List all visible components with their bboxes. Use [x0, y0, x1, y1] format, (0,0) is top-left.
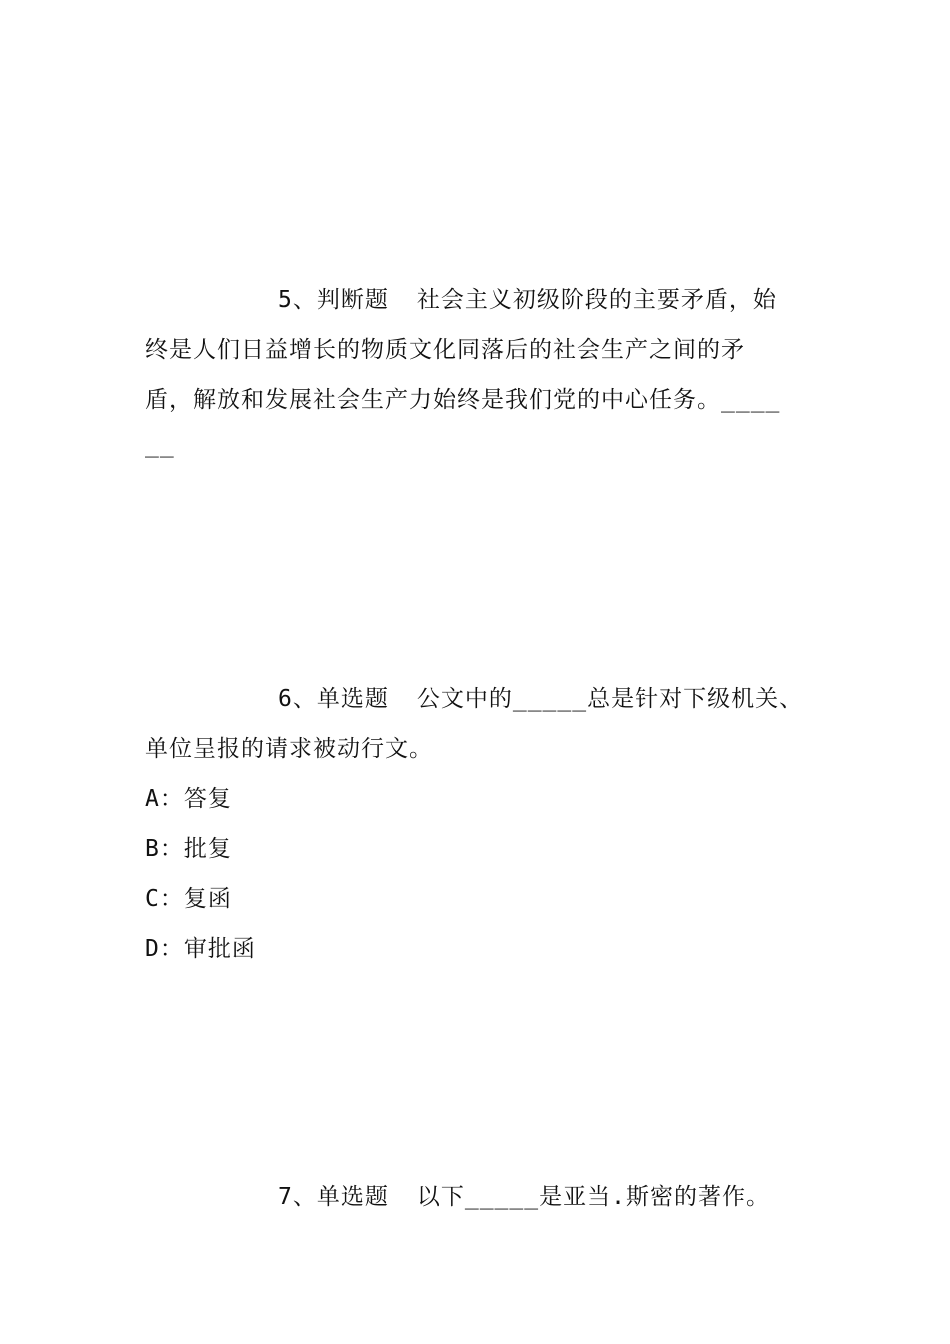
question-5-first-line: [145, 275, 810, 325]
question-7-first-line: [145, 1172, 810, 1222]
question-type: 单选题: [316, 1184, 389, 1210]
question-text: 公文中的_____总是针对下级机关、: [416, 686, 804, 712]
question-7: [145, 1172, 810, 1222]
question-6: [145, 674, 810, 974]
question-number: 6、: [278, 686, 317, 712]
question-text: 以下_____是亚当.斯密的著作。: [416, 1184, 770, 1210]
option-b: B：批复: [145, 836, 232, 862]
question-5: [145, 275, 810, 465]
question-type: 判断题: [316, 287, 389, 313]
option-d: D：审批函: [145, 936, 256, 962]
question-number: 5、: [278, 287, 317, 313]
option-c: C：复函: [145, 886, 232, 912]
option-a: A：答复: [145, 786, 232, 812]
answer-blank: __: [145, 432, 175, 458]
question-text: 单位呈报的请求被动行文。: [145, 736, 433, 762]
question-text: 盾，解放和发展社会生产力始终是我们党的中心任务。____: [145, 387, 781, 413]
question-text: 终是人们日益增长的物质文化同落后的社会生产之间的矛: [145, 337, 745, 363]
question-text: 社会主义初级阶段的主要矛盾，始: [416, 287, 777, 313]
question-type: 单选题: [316, 686, 389, 712]
question-6-first-line: [145, 674, 810, 724]
question-number: 7、: [278, 1184, 317, 1210]
